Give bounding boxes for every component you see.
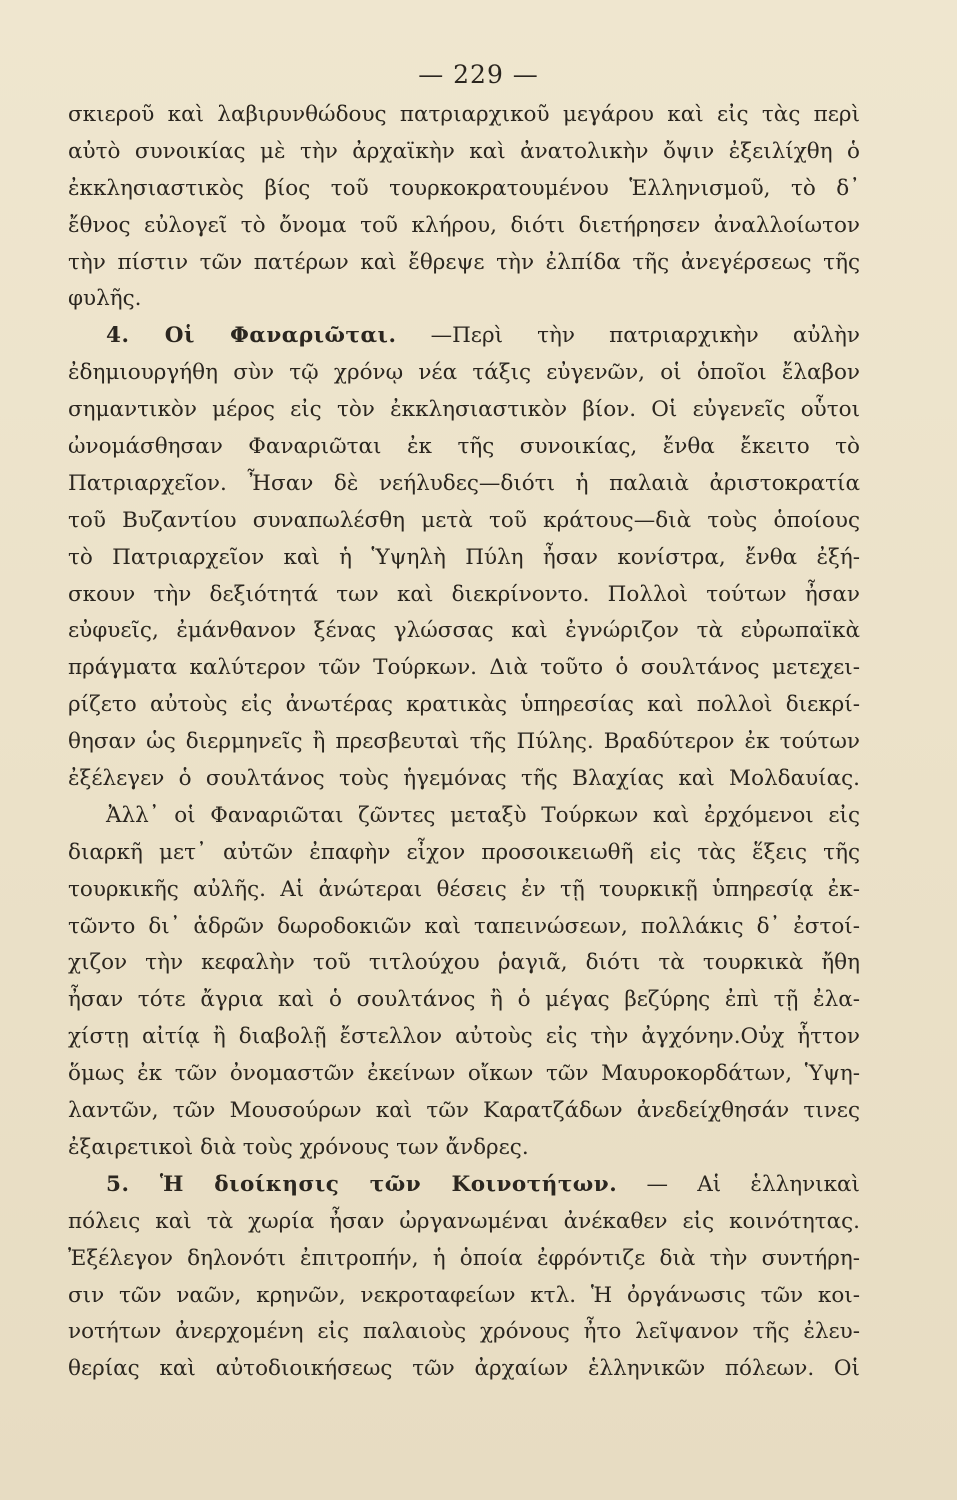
- text-line: ἐξέλεγεν ὁ σουλτάνος τοὺς ἡγεμόνας τῆς Βλαχίας καὶ Μολδαυίας.: [68, 766, 860, 792]
- text-line: —Περὶ τὴν πατριαρχικὴν αὐλὴν: [430, 323, 861, 349]
- text-line: τὴν πίστιν τῶν πατέρων καὶ ἔθρεψε τὴν ἐλπίδα τῆς ἀνεγέρσεως τῆς: [68, 249, 860, 275]
- text-line: πόλεις καὶ τὰ χωρία ἦσαν ὠργανωμέναι ἀνέκαθεν εἰς κοινότητας.: [68, 1208, 860, 1234]
- text-line: τῶντο δι᾽ ἁδρῶν δωροδοκιῶν καὶ ταπεινώσεων, πολλάκις δ᾽ ἐστοί-: [68, 913, 860, 939]
- text-line: Πατριαρχεῖον. Ἦσαν δὲ νεήλυδες—διότι ἡ παλαιὰ ἀριστοκρατία: [68, 470, 860, 496]
- text-line: χίστῃ αἰτίᾳ ἢ διαβολῇ ἔστελλον αὐτοὺς εἰς τὴν ἀγχόνην.Οὐχ ἧττον: [68, 1024, 860, 1050]
- text-line: φυλῆς.: [68, 286, 142, 312]
- text-line: λαντῶν, τῶν Μουσούρων καὶ τῶν Καρατζάδων ἀνεδείχθησάν τινες: [68, 1098, 860, 1124]
- text-line: ἦσαν τότε ἄγρια καὶ ὁ σουλτάνος ἢ ὁ μέγας βεζύρης ἐπὶ τῇ ἐλα-: [68, 987, 860, 1013]
- text-line: ἐδημιουργήθη σὺν τῷ χρόνῳ νέα τάξις εὐγενῶν, οἱ ὁποῖοι ἔλαβον: [68, 360, 860, 386]
- text-line: ἐκκλησιαστικὸς βίος τοῦ τουρκοκρατουμένου Ἑλληνισμοῦ, τὸ δ᾽: [68, 175, 860, 201]
- text-line: αὐτὸ συνοικίας μὲ τὴν ἀρχαϊκὴν καὶ ἀνατολικὴν ὄψιν ἐξειλίχθη ὁ: [68, 138, 860, 164]
- text-line: ὠνομάσθησαν Φαναριῶται ἐκ τῆς συνοικίας, ἔνθα ἔκειτο τὸ: [68, 434, 860, 460]
- text-line: ὅμως ἐκ τῶν ὀνομαστῶν ἐκείνων οἴκων τῶν Μαυροκορδάτων, Ὑψη-: [68, 1061, 860, 1087]
- text-line: θησαν ὡς διερμηνεῖς ἢ πρεσβευταὶ τῆς Πύλης. Βραδύτερον ἐκ τούτων: [68, 729, 860, 755]
- text-line: χιζον τὴν κεφαλὴν τοῦ τιτλούχου ῥαγιᾶ, διότι τὰ τουρκικὰ ἤθη: [68, 950, 860, 976]
- text-line: Ἀλλ᾽ οἱ Φαναριῶται ζῶντες μεταξὺ Τούρκων καὶ ἐρχόμενοι εἰς: [106, 802, 860, 828]
- text-line: τουρκικῆς αὐλῆς. Αἱ ἀνώτεραι θέσεις ἐν τῇ τουρκικῇ ὑπηρεσίᾳ ἐκ-: [68, 876, 860, 902]
- text-line: ἔθνος εὐλογεῖ τὸ ὄνομα τοῦ κλήρου, διότι διετήρησεν ἀναλλοίωτον: [68, 212, 860, 238]
- text-line: εὐφυεῖς, ἐμάνθανον ξένας γλώσσας καὶ ἐγνώριζον τὰ εὐρωπαϊκὰ: [68, 618, 860, 644]
- text-line: θερίας καὶ αὐτοδιοικήσεως τῶν ἀρχαίων ἑλληνικῶν πόλεων. Οἱ: [68, 1356, 860, 1382]
- text-body: [68, 97, 860, 1388]
- text-line: πράγματα καλύτερον τῶν Τούρκων. Διὰ τοῦτο ὁ σουλτάνος μετεχει-: [68, 655, 860, 681]
- text-line: Ἐξέλεγον δηλονότι ἐπιτροπήν, ἡ ὁποία ἐφρόντιζε διὰ τὴν συντήρη-: [68, 1245, 860, 1271]
- text-line: νοτήτων ἀνερχομένη εἰς παλαιοὺς χρόνους ἦτο λεῖψανον τῆς ἐλευ-: [68, 1319, 860, 1345]
- section-4-heading: 4. Οἱ Φαναριῶται.: [106, 323, 397, 349]
- page-number: — 229 —: [418, 60, 539, 89]
- text-line: σκουν τὴν δεξιότητά των καὶ διεκρίνοντο. Πολλοὶ τούτων ἦσαν: [68, 581, 860, 607]
- text-line: τοῦ Βυζαντίου συναπωλέσθη μετὰ τοῦ κράτους—διὰ τοὺς ὁποίους: [68, 507, 860, 533]
- text-line: σκιεροῦ καὶ λαβιρυνθώδους πατριαρχικοῦ μεγάρου καὶ εἰς τὰς περὶ: [68, 102, 860, 127]
- text-line: σημαντικὸν μέρος εἰς τὸν ἐκκλησιαστικὸν βίον. Οἱ εὐγενεῖς οὗτοι: [68, 397, 860, 423]
- text-line: σιν τῶν ναῶν, κρηνῶν, νεκροταφείων κτλ. Ἡ ὀργάνωσις τῶν κοι-: [68, 1282, 860, 1308]
- text-line: — Αἱ ἑλληνικαὶ: [646, 1171, 860, 1197]
- text-line: ρίζετο αὐτοὺς εἰς ἀνωτέρας κρατικὰς ὑπηρεσίας καὶ πολλοὶ διεκρί-: [68, 692, 860, 718]
- text-line: ἐξαιρετικοὶ διὰ τοὺς χρόνους των ἄνδρες.: [68, 1134, 529, 1160]
- section-5-heading: 5. Ἡ διοίκησις τῶν Κοινοτήτων.: [106, 1171, 618, 1197]
- text-line: τὸ Πατριαρχεῖον καὶ ἡ Ὑψηλὴ Πύλη ἦσαν κονίστρα, ἔνθα ἐξή-: [68, 544, 860, 570]
- section-4-first-line: [68, 318, 860, 355]
- text-line: διαρκῆ μετ᾽ αὐτῶν ἐπαφὴν εἶχον προσοικειωθῆ εἰς τὰς ἕξεις τῆς: [68, 839, 860, 865]
- section-5-first-line: [68, 1167, 860, 1204]
